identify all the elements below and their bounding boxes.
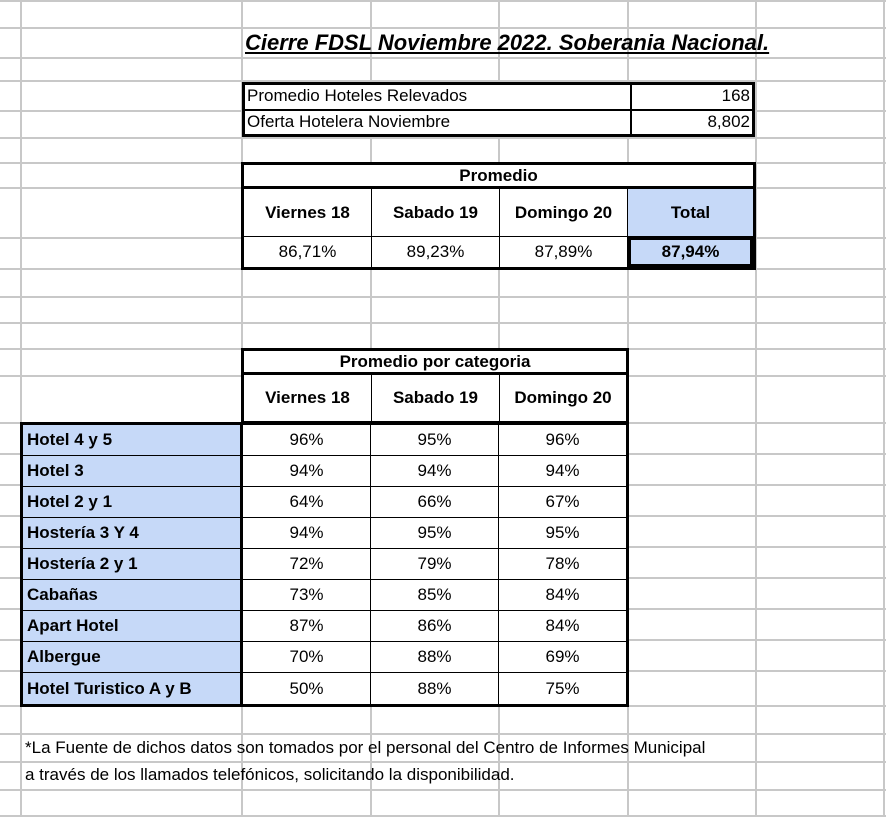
category-value-viernes: 72% — [243, 549, 371, 580]
category-value-viernes: 70% — [243, 642, 371, 673]
summary-value-hoteles: 168 — [631, 84, 753, 110]
category-value-viernes: 96% — [243, 425, 371, 456]
promedio-header-domingo: Domingo 20 — [500, 189, 628, 237]
category-value-domingo: 96% — [499, 425, 626, 456]
category-value-sabado: 88% — [371, 673, 499, 704]
category-name: Hotel 4 y 5 — [23, 425, 243, 456]
promedio-header-sabado: Sabado 19 — [372, 189, 500, 237]
category-value-domingo: 84% — [499, 611, 626, 642]
category-value-domingo: 67% — [499, 487, 626, 518]
category-value-viernes: 64% — [243, 487, 371, 518]
category-value-domingo: 95% — [499, 518, 626, 549]
category-value-sabado: 95% — [371, 425, 499, 456]
category-value-sabado: 86% — [371, 611, 499, 642]
promedio-header-viernes: Viernes 18 — [244, 189, 372, 237]
category-value-sabado: 94% — [371, 456, 499, 487]
category-value-sabado: 95% — [371, 518, 499, 549]
categoria-header-sabado: Sabado 19 — [372, 375, 500, 421]
promedio-header-total: Total — [628, 189, 753, 237]
categoria-header-viernes: Viernes 18 — [244, 375, 372, 421]
category-name: Hotel Turistico A y B — [23, 673, 243, 704]
category-value-viernes: 94% — [243, 518, 371, 549]
promedio-table — [241, 162, 756, 270]
footnote-line-1: *La Fuente de dichos datos son tomados por el personal del Centro de Informes Municipal — [25, 738, 706, 757]
category-value-sabado: 85% — [371, 580, 499, 611]
category-value-domingo: 69% — [499, 642, 626, 673]
promedio-value-sabado: 89,23% — [372, 237, 500, 267]
summary-table — [242, 82, 755, 137]
promedio-value-domingo: 87,89% — [500, 237, 628, 267]
promedio-value-total: 87,94% — [628, 237, 753, 267]
category-value-sabado: 66% — [371, 487, 499, 518]
category-value-domingo: 75% — [545, 678, 580, 698]
category-value-domingo: 94% — [499, 456, 626, 487]
category-name: Apart Hotel — [23, 611, 243, 642]
category-value-viernes: 50% — [243, 673, 371, 704]
category-name: Hotel 2 y 1 — [23, 487, 243, 518]
category-value-viernes: 73% — [243, 580, 371, 611]
summary-label-oferta: Oferta Hotelera Noviembre — [244, 110, 631, 135]
category-value-sabado: 79% — [371, 549, 499, 580]
categoria-rows — [20, 422, 629, 707]
category-value-domingo: 84% — [499, 580, 626, 611]
promedio-value-viernes: 86,71% — [244, 237, 372, 267]
categoria-title: Promedio por categoria — [244, 351, 626, 375]
summary-label-hoteles: Promedio Hoteles Relevados — [244, 84, 631, 110]
category-name: Hostería 3 Y 4 — [23, 518, 243, 549]
category-value-viernes: 87% — [243, 611, 371, 642]
categoria-header-domingo: Domingo 20 — [514, 388, 612, 407]
footnote-line-2: a través de los llamados telefónicos, solicitando la disponibilidad. — [25, 765, 515, 784]
categoria-header-block — [241, 348, 629, 424]
category-value-viernes: 94% — [243, 456, 371, 487]
page-title: Cierre FDSL Noviembre 2022. Soberania Nacional. — [245, 30, 770, 55]
category-value-domingo: 78% — [499, 549, 626, 580]
category-name: Hostería 2 y 1 — [23, 549, 243, 580]
category-value-sabado: 88% — [371, 642, 499, 673]
promedio-title: Promedio — [244, 165, 753, 189]
category-name: Hotel 3 — [23, 456, 243, 487]
summary-value-oferta: 8,802 — [631, 110, 753, 135]
category-name: Cabañas — [23, 580, 243, 611]
category-name: Albergue — [23, 642, 243, 673]
